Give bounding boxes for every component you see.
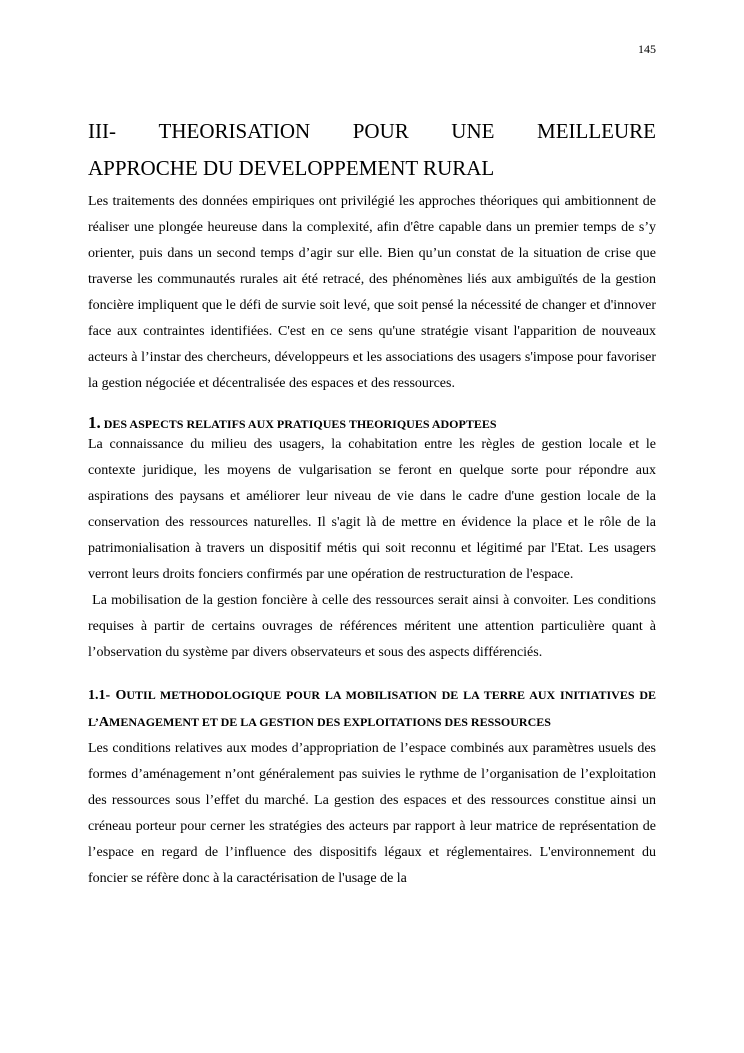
section-1-paragraph-2: La mobilisation de la gestion foncière à celle des ressources serait ainsi à convoiter. Les conditions requises à partir de certains ouvrages de références méritent une attention particulière quant à l’observation du système par divers observateurs et sous des aspects différenciés. bbox=[88, 593, 656, 660]
page-number: 145 bbox=[638, 42, 656, 56]
section-1-1-title-part-1: UTIL METHODOLOGIQUE POUR LA MOBILISATION DE LA TERRE AUX INITIATIVES DE L’ bbox=[88, 688, 656, 729]
chapter-heading bbox=[88, 113, 656, 187]
page-content bbox=[88, 113, 656, 892]
section-1-1-lead-2: A bbox=[98, 715, 110, 730]
section-1-title: DES ASPECTS RELATIFS AUX PRATIQUES THEORIQUES ADOPTEES bbox=[100, 417, 497, 431]
section-1-1-heading bbox=[88, 682, 656, 736]
chapter-heading-line-1: III- THEORISATION POUR UNE MEILLEURE bbox=[88, 119, 656, 143]
section-1-paragraph-1: La connaissance du milieu des usagers, la cohabitation entre les règles de gestion locale et le contexte juridique, les moyens de vulgarisation se feront en quelque sorte pour répondre aux aspirations des paysans et améliorer leur niveau de vie dans le cadre d'une gestion locale de la conservation des ressources naturelles. Il s'agit là de mettre en évidence la place et le rôle de la patrimonialisation à travers un dispositif métis qui soit reconnu et légitimé par l'Etat. Les usagers verront leurs droits fonciers confirmés par une opération de restructuration de l'espace. bbox=[88, 437, 656, 582]
section-1-1-lead: 1.1- O bbox=[88, 688, 127, 703]
section-1-number: 1. bbox=[88, 413, 101, 432]
section-1-1-paragraph-1: Les conditions relatives aux modes d’appropriation de l’espace combinés aux paramètres usuels des formes d’aménagement n’ont généralement pas suivies le rythme de l’organisation de l’exploitation des ressources sous l’effet du marché. La gestion des espaces et des ressources constitue ainsi un créneau porteur pour cerner les stratégies des acteurs par rapport à leur matrice de représentation de l’espace en regard de l’influence des dispositifs légaux et réglementaires. L'environnement du foncier se réfère donc à la caractérisation de l'usage de la bbox=[88, 741, 656, 886]
section-1-heading bbox=[88, 415, 656, 432]
section-1-1-title-part-2: MENAGEMENT ET DE LA GESTION DES EXPLOITATIONS DES RESSOURCES bbox=[109, 715, 551, 729]
intro-paragraph: Les traitements des données empiriques ont privilégié les approches théoriques qui ambitionnent de réaliser une plongée heureuse dans la complexité, afin d'être capable dans un premier temps de s’y orienter, puis dans un second temps d’agir sur elle. Bien qu’un constat de la situation de crise que traverse les communautés rurales ait été retracé, des phénomènes liés aux ambiguïtés de la gestion foncière impliquent que le défi de survie soit levé, que soit pensé la nécessité de changer et d'innover face aux contraintes identifiées. C'est en ce sens qu'une stratégie visant l'apparition de nouveaux acteurs à l’instar des chercheurs, développeurs et les associations des usagers s'impose pour favoriser la gestion négociée et décentralisée des espaces et des ressources. bbox=[88, 194, 656, 391]
chapter-heading-line-2: APPROCHE DU DEVELOPPEMENT RURAL bbox=[88, 156, 495, 180]
